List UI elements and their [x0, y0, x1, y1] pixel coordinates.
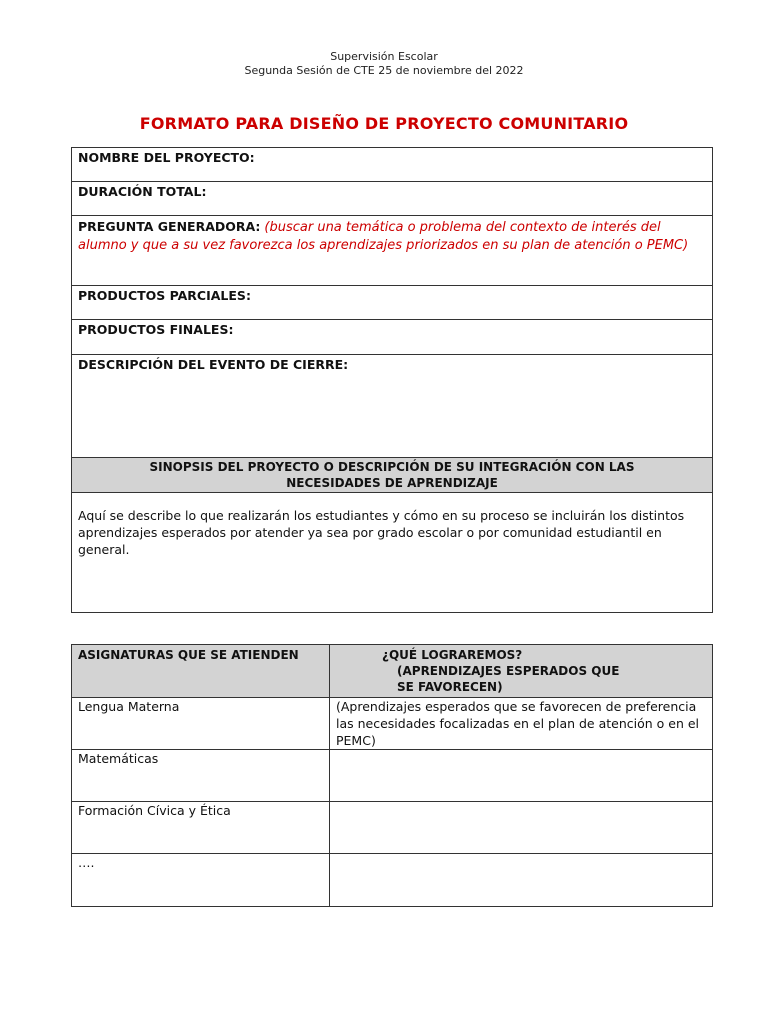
col2-header-line3: SE FAVORECEN)	[397, 680, 503, 694]
row-finales	[72, 320, 713, 355]
aprendizajes-cell[interactable]: (Aprendizajes esperados que se favorecen de preferencia las necesidades focalizadas en el plan de atención o en el PEMC)	[330, 698, 713, 750]
header-supervision: Supervisión Escolar	[330, 50, 438, 63]
row-sinopsis	[72, 493, 713, 613]
row-parciales	[72, 286, 713, 320]
aprendizajes-cell[interactable]	[330, 750, 713, 802]
sinopsis-header-line1: SINOPSIS DEL PROYECTO O DESCRIPCIÓN DE SU INTEGRACIÓN CON LAS	[149, 460, 635, 474]
parciales-label: PRODUCTOS PARCIALES:	[78, 288, 251, 303]
parciales-field[interactable]	[72, 286, 713, 320]
subjects-col2-header	[330, 645, 713, 698]
subjects-header-row	[72, 645, 713, 698]
duracion-field[interactable]	[72, 182, 713, 216]
document-header	[0, 50, 768, 78]
aprendizajes-cell[interactable]	[330, 802, 713, 854]
subject-cell: Formación Cívica y Ética	[72, 802, 330, 854]
page-title: FORMATO PARA DISEÑO DE PROYECTO COMUNITARIO	[139, 114, 629, 133]
table-row	[72, 802, 713, 854]
table-row	[72, 750, 713, 802]
nombre-field[interactable]	[72, 148, 713, 182]
sinopsis-text[interactable]: Aquí se describe lo que realizarán los estudiantes y cómo en su proceso se incluirán los distintos aprendizajes esperados por atender ya sea por grado escolar o por comunidad estudiantil en general.	[72, 493, 713, 613]
col2-header-line2: (APRENDIZAJES ESPERADOS QUE	[397, 664, 620, 678]
col2-header-line1: ¿QUÉ LOGRAREMOS?	[382, 648, 523, 662]
subject-cell: Matemáticas	[72, 750, 330, 802]
row-duracion	[72, 182, 713, 216]
finales-label: PRODUCTOS FINALES:	[78, 322, 234, 337]
table-row	[72, 698, 713, 750]
row-pregunta	[72, 216, 713, 286]
pregunta-field[interactable]	[72, 216, 713, 286]
sinopsis-header	[72, 458, 713, 493]
duracion-label: DURACIÓN TOTAL:	[78, 184, 207, 199]
subjects-table	[71, 644, 713, 907]
cierre-label: DESCRIPCIÓN DEL EVENTO DE CIERRE:	[78, 357, 349, 372]
subjects-col1-header: ASIGNATURAS QUE SE ATIENDEN	[72, 645, 330, 698]
row-nombre	[72, 148, 713, 182]
sinopsis-header-line2: NECESIDADES DE APRENDIZAJE	[286, 476, 498, 490]
subject-cell: Lengua Materna	[72, 698, 330, 750]
project-form-table	[71, 147, 713, 613]
nombre-label: NOMBRE DEL PROYECTO:	[78, 150, 255, 165]
cierre-field[interactable]	[72, 355, 713, 458]
pregunta-label: PREGUNTA GENERADORA:	[78, 219, 261, 234]
table-row	[72, 854, 713, 907]
header-session: Segunda Sesión de CTE 25 de noviembre del 2022	[244, 64, 524, 77]
row-cierre	[72, 355, 713, 458]
row-sinopsis-header	[72, 458, 713, 493]
aprendizajes-cell[interactable]	[330, 854, 713, 907]
subject-cell: ….	[72, 854, 330, 907]
finales-field[interactable]	[72, 320, 713, 355]
pregunta-hint: (buscar una temática o problema del contexto de interés del alumno y que a su vez favorezca los aprendizajes priorizados en su plan de atención o PEMC)	[78, 220, 689, 253]
